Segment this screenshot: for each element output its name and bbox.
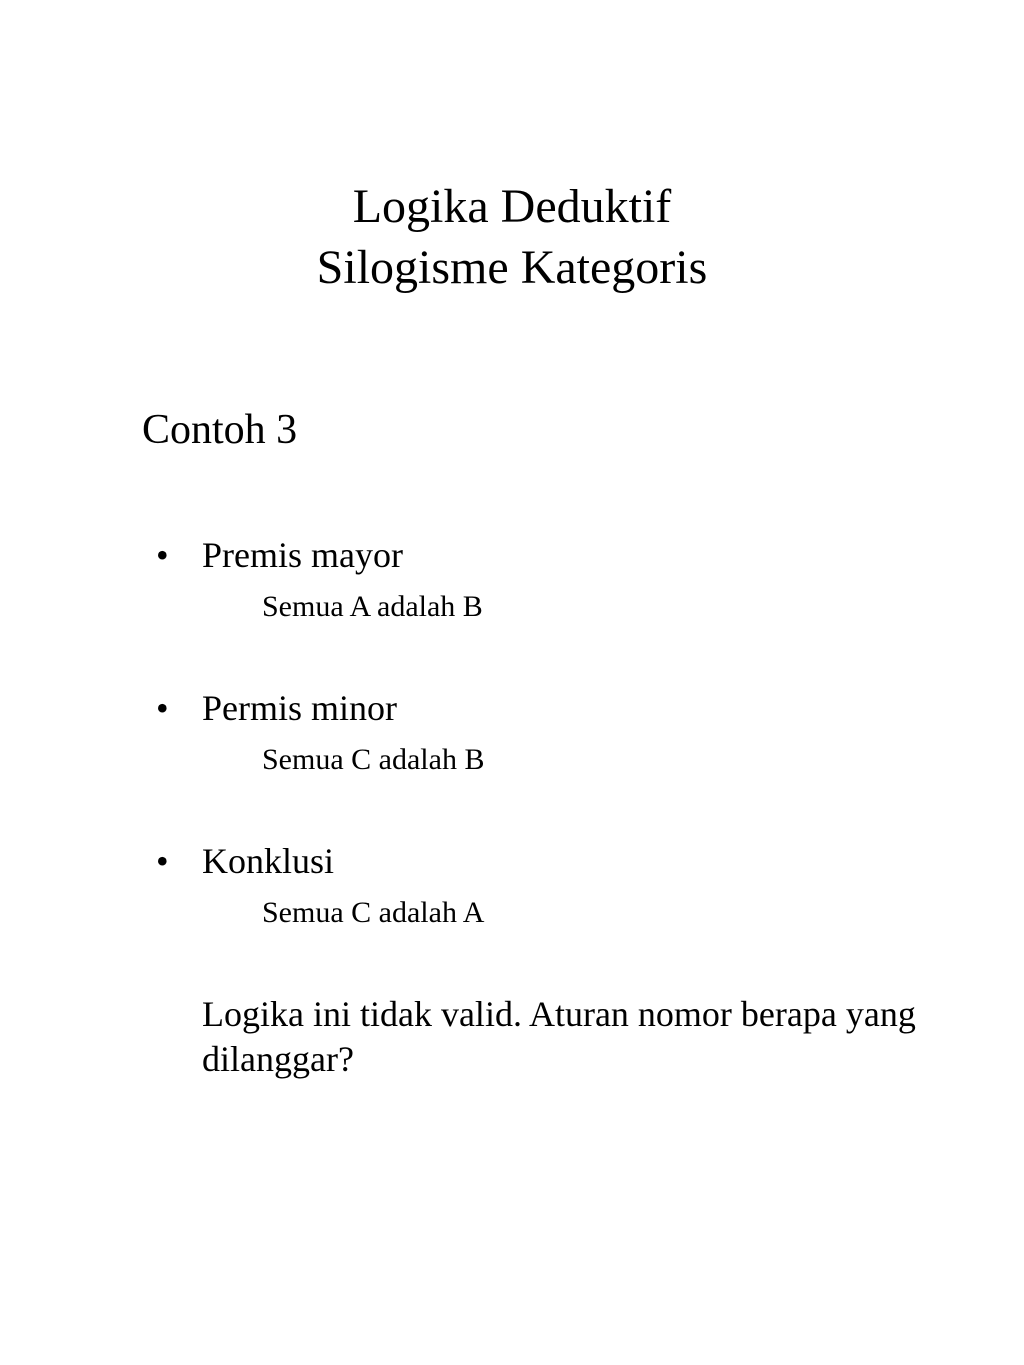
list-item-minor-premise: [156, 686, 976, 839]
item-detail: Semua C adalah A: [262, 896, 485, 929]
list-item-conclusion: [156, 839, 976, 992]
item-label: Permis minor: [202, 688, 397, 728]
syllogism-list: [156, 533, 976, 992]
title-line-1: Logika Deduktif: [352, 180, 672, 233]
example-heading: Contoh 3: [142, 407, 298, 453]
list-item-major-premise: [156, 533, 976, 686]
title-line-2: Silogisme Kategoris: [316, 241, 708, 294]
question-text: Logika ini tidak valid. Aturan nomor berapa yang dilanggar?: [202, 994, 916, 1079]
item-label: Konklusi: [202, 841, 335, 881]
item-label: Premis mayor: [202, 535, 403, 575]
item-detail: Semua C adalah B: [262, 743, 485, 776]
item-detail: Semua A adalah B: [262, 590, 483, 623]
bullet-icon: •: [156, 841, 169, 881]
slide-title: [0, 176, 1024, 298]
bullet-icon: •: [156, 535, 169, 575]
bullet-icon: •: [156, 688, 169, 728]
